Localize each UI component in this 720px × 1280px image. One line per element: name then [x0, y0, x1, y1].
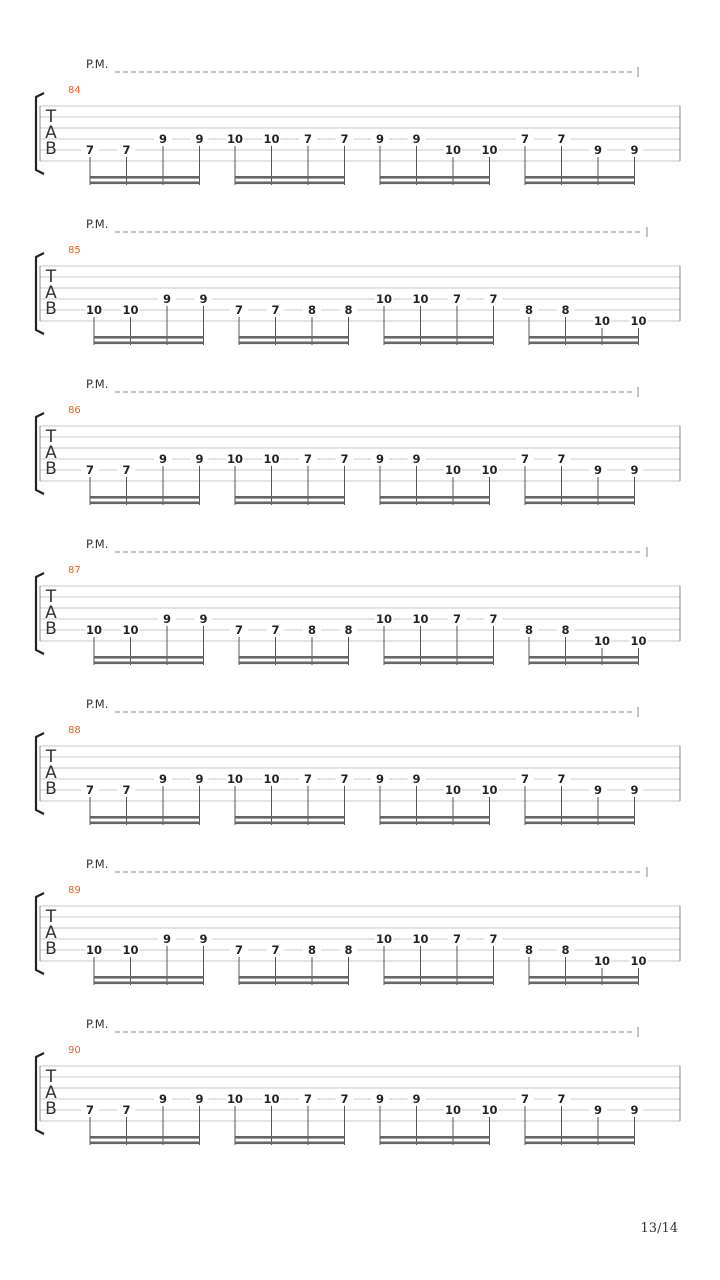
- beam-secondary: [529, 982, 639, 985]
- beam-primary: [525, 1136, 635, 1139]
- beam-primary: [94, 336, 204, 339]
- beam-secondary: [94, 982, 204, 985]
- tab-clef-letter: B: [45, 459, 57, 479]
- measure-number: 86: [68, 405, 81, 416]
- tab-clef-letter: T: [45, 1067, 57, 1087]
- fret-number: 9: [630, 463, 639, 477]
- fret-number: 10: [263, 772, 280, 786]
- beam-secondary: [380, 822, 490, 825]
- fret-number: 7: [520, 1092, 530, 1106]
- fret-number: 9: [630, 143, 639, 157]
- measure-number: 84: [68, 85, 81, 96]
- fret-number: 9: [375, 132, 385, 146]
- fret-number: 10: [444, 143, 462, 157]
- fret-number: 9: [375, 772, 385, 786]
- fret-number: 8: [344, 943, 353, 957]
- fret-number: 7: [489, 612, 498, 626]
- fret-number: 10: [481, 783, 498, 797]
- tab-system: [36, 857, 680, 985]
- tab-clef-letter: T: [45, 747, 57, 767]
- fret-number: 10: [122, 943, 139, 957]
- palm-mute-label: P.M.: [86, 697, 109, 711]
- fret-number: 7: [303, 452, 313, 466]
- beam-secondary: [380, 182, 490, 185]
- fret-number: 7: [489, 932, 498, 946]
- fret-number: 8: [561, 943, 570, 957]
- palm-mute-label: P.M.: [86, 857, 109, 871]
- fret-number: 9: [412, 132, 421, 146]
- beam-secondary: [90, 182, 200, 185]
- fret-number: 10: [444, 463, 462, 477]
- fret-number: 10: [122, 303, 139, 317]
- beam-primary: [90, 176, 200, 179]
- fret-number: 7: [557, 1092, 566, 1106]
- fret-number: 9: [158, 132, 168, 146]
- beam-primary: [90, 496, 200, 499]
- fret-number: 10: [226, 132, 244, 146]
- fret-number: 9: [158, 452, 168, 466]
- fret-number: 7: [85, 143, 95, 157]
- tab-system: [36, 57, 680, 185]
- beam-secondary: [384, 662, 494, 665]
- fret-number: 10: [263, 452, 280, 466]
- tab-clef-letter: B: [45, 139, 57, 159]
- fret-number: 9: [195, 1092, 204, 1106]
- beam-secondary: [94, 342, 204, 345]
- beam-primary: [235, 816, 345, 819]
- beam-secondary: [525, 822, 635, 825]
- palm-mute-label: P.M.: [86, 217, 109, 231]
- tab-clef-letter: A: [45, 283, 57, 303]
- tab-clef-letter: A: [45, 923, 57, 943]
- fret-number: 7: [234, 623, 244, 637]
- fret-number: 10: [481, 143, 498, 157]
- fret-number: 9: [162, 292, 172, 306]
- beam-secondary: [235, 1142, 345, 1145]
- fret-number: 9: [593, 463, 603, 477]
- fret-number: 7: [122, 1103, 131, 1117]
- beam-primary: [380, 496, 490, 499]
- beam-primary: [239, 976, 349, 979]
- beam-primary: [235, 1136, 345, 1139]
- measure-number: 90: [68, 1045, 81, 1056]
- beam-primary: [525, 496, 635, 499]
- beam-secondary: [529, 662, 639, 665]
- fret-number: 9: [593, 143, 603, 157]
- fret-number: 7: [85, 1103, 95, 1117]
- fret-number: 7: [234, 303, 244, 317]
- measure-number: 88: [68, 725, 81, 736]
- tab-clef-letter: T: [45, 427, 57, 447]
- fret-number: 7: [520, 452, 530, 466]
- beam-primary: [239, 656, 349, 659]
- fret-number: 7: [557, 452, 566, 466]
- fret-number: 7: [234, 943, 244, 957]
- tab-clef-letter: A: [45, 603, 57, 623]
- beam-primary: [525, 816, 635, 819]
- beam-primary: [235, 496, 345, 499]
- tab-clef-letter: B: [45, 619, 57, 639]
- fret-number: 9: [162, 932, 172, 946]
- beam-secondary: [529, 342, 639, 345]
- beam-secondary: [239, 662, 349, 665]
- fret-number: 10: [481, 463, 498, 477]
- fret-number: 7: [303, 1092, 313, 1106]
- fret-number: 8: [524, 623, 534, 637]
- fret-number: 10: [444, 1103, 462, 1117]
- fret-number: 9: [158, 1092, 168, 1106]
- beam-primary: [235, 176, 345, 179]
- fret-number: 8: [307, 303, 317, 317]
- fret-number: 8: [561, 303, 570, 317]
- tab-clef-letter: B: [45, 779, 57, 799]
- measure-number: 85: [68, 245, 81, 256]
- fret-number: 7: [557, 772, 566, 786]
- fret-number: 10: [85, 943, 103, 957]
- fret-number: 10: [85, 303, 103, 317]
- fret-number: 10: [593, 634, 611, 648]
- beam-secondary: [94, 662, 204, 665]
- fret-number: 8: [307, 623, 317, 637]
- fret-number: 7: [303, 132, 313, 146]
- fret-number: 9: [412, 1092, 421, 1106]
- fret-number: 10: [593, 314, 611, 328]
- beam-primary: [384, 656, 494, 659]
- fret-number: 10: [85, 623, 103, 637]
- fret-number: 9: [412, 452, 421, 466]
- beam-secondary: [90, 1142, 200, 1145]
- fret-number: 7: [122, 463, 131, 477]
- tab-system: [36, 377, 680, 505]
- page-number: 13/14: [640, 1221, 678, 1236]
- fret-number: 9: [375, 452, 385, 466]
- tab-system: [36, 1017, 680, 1145]
- tab-system: [36, 537, 680, 665]
- fret-number: 7: [520, 772, 530, 786]
- fret-number: 10: [226, 452, 244, 466]
- beam-primary: [90, 1136, 200, 1139]
- fret-number: 10: [375, 292, 393, 306]
- fret-number: 8: [561, 623, 570, 637]
- fret-number: 9: [195, 772, 204, 786]
- fret-number: 9: [162, 612, 172, 626]
- beam-primary: [384, 976, 494, 979]
- fret-number: 7: [489, 292, 498, 306]
- beam-secondary: [384, 342, 494, 345]
- tab-clef-letter: T: [45, 587, 57, 607]
- fret-number: 9: [593, 1103, 603, 1117]
- fret-number: 7: [303, 772, 313, 786]
- fret-number: 10: [375, 612, 393, 626]
- fret-number: 7: [271, 943, 280, 957]
- fret-number: 7: [271, 303, 280, 317]
- beam-primary: [239, 336, 349, 339]
- fret-number: 7: [557, 132, 566, 146]
- beam-secondary: [239, 342, 349, 345]
- fret-number: 10: [375, 932, 393, 946]
- tab-clef-letter: B: [45, 1099, 57, 1119]
- fret-number: 7: [520, 132, 530, 146]
- measure-number: 87: [68, 565, 81, 576]
- fret-number: 8: [307, 943, 317, 957]
- tab-clef-letter: A: [45, 1083, 57, 1103]
- fret-number: 7: [340, 1092, 349, 1106]
- fret-number: 7: [85, 783, 95, 797]
- fret-number: 9: [199, 612, 208, 626]
- fret-number: 8: [344, 303, 353, 317]
- palm-mute-label: P.M.: [86, 1017, 109, 1031]
- fret-number: 10: [226, 1092, 244, 1106]
- palm-mute-label: P.M.: [86, 57, 109, 71]
- fret-number: 8: [344, 623, 353, 637]
- beam-primary: [90, 816, 200, 819]
- fret-number: 8: [524, 943, 534, 957]
- fret-number: 8: [524, 303, 534, 317]
- tab-clef-letter: A: [45, 123, 57, 143]
- fret-number: 7: [85, 463, 95, 477]
- beam-primary: [529, 656, 639, 659]
- fret-number: 9: [195, 452, 204, 466]
- tab-clef-letter: T: [45, 107, 57, 127]
- beam-primary: [380, 816, 490, 819]
- fret-number: 9: [593, 783, 603, 797]
- tab-system: [36, 697, 680, 825]
- fret-number: 10: [481, 1103, 498, 1117]
- fret-number: 9: [375, 1092, 385, 1106]
- fret-number: 7: [452, 612, 462, 626]
- palm-mute-label: P.M.: [86, 377, 109, 391]
- fret-number: 10: [412, 292, 429, 306]
- fret-number: 7: [452, 292, 462, 306]
- beam-primary: [529, 336, 639, 339]
- beam-primary: [94, 656, 204, 659]
- beam-secondary: [525, 182, 635, 185]
- tab-system: [36, 217, 680, 345]
- beam-secondary: [90, 502, 200, 505]
- beam-secondary: [90, 822, 200, 825]
- fret-number: 10: [630, 314, 647, 328]
- fret-number: 9: [412, 772, 421, 786]
- fret-number: 10: [122, 623, 139, 637]
- beam-secondary: [380, 1142, 490, 1145]
- beam-secondary: [384, 982, 494, 985]
- fret-number: 10: [412, 612, 429, 626]
- fret-number: 9: [199, 932, 208, 946]
- fret-number: 10: [263, 1092, 280, 1106]
- fret-number: 7: [452, 932, 462, 946]
- fret-number: 7: [340, 452, 349, 466]
- tab-clef-letter: A: [45, 763, 57, 783]
- beam-primary: [380, 1136, 490, 1139]
- fret-number: 9: [195, 132, 204, 146]
- fret-number: 10: [593, 954, 611, 968]
- tab-clef-letter: B: [45, 299, 57, 319]
- fret-number: 9: [630, 783, 639, 797]
- fret-number: 10: [444, 783, 462, 797]
- beam-secondary: [525, 502, 635, 505]
- fret-number: 10: [630, 634, 647, 648]
- fret-number: 10: [412, 932, 429, 946]
- beam-primary: [525, 176, 635, 179]
- fret-number: 7: [122, 783, 131, 797]
- measure-number: 89: [68, 885, 81, 896]
- fret-number: 9: [158, 772, 168, 786]
- beam-secondary: [239, 982, 349, 985]
- fret-number: 10: [226, 772, 244, 786]
- palm-mute-label: P.M.: [86, 537, 109, 551]
- fret-number: 10: [630, 954, 647, 968]
- tab-clef-letter: T: [45, 267, 57, 287]
- beam-primary: [384, 336, 494, 339]
- beam-secondary: [235, 182, 345, 185]
- fret-number: 7: [271, 623, 280, 637]
- beam-primary: [94, 976, 204, 979]
- fret-number: 7: [340, 772, 349, 786]
- tab-clef-letter: T: [45, 907, 57, 927]
- tab-clef-letter: A: [45, 443, 57, 463]
- beam-secondary: [380, 502, 490, 505]
- beam-secondary: [525, 1142, 635, 1145]
- beam-secondary: [235, 822, 345, 825]
- beam-primary: [380, 176, 490, 179]
- tab-clef-letter: B: [45, 939, 57, 959]
- beam-secondary: [235, 502, 345, 505]
- fret-number: 7: [340, 132, 349, 146]
- fret-number: 7: [122, 143, 131, 157]
- fret-number: 9: [199, 292, 208, 306]
- fret-number: 9: [630, 1103, 639, 1117]
- fret-number: 10: [263, 132, 280, 146]
- beam-primary: [529, 976, 639, 979]
